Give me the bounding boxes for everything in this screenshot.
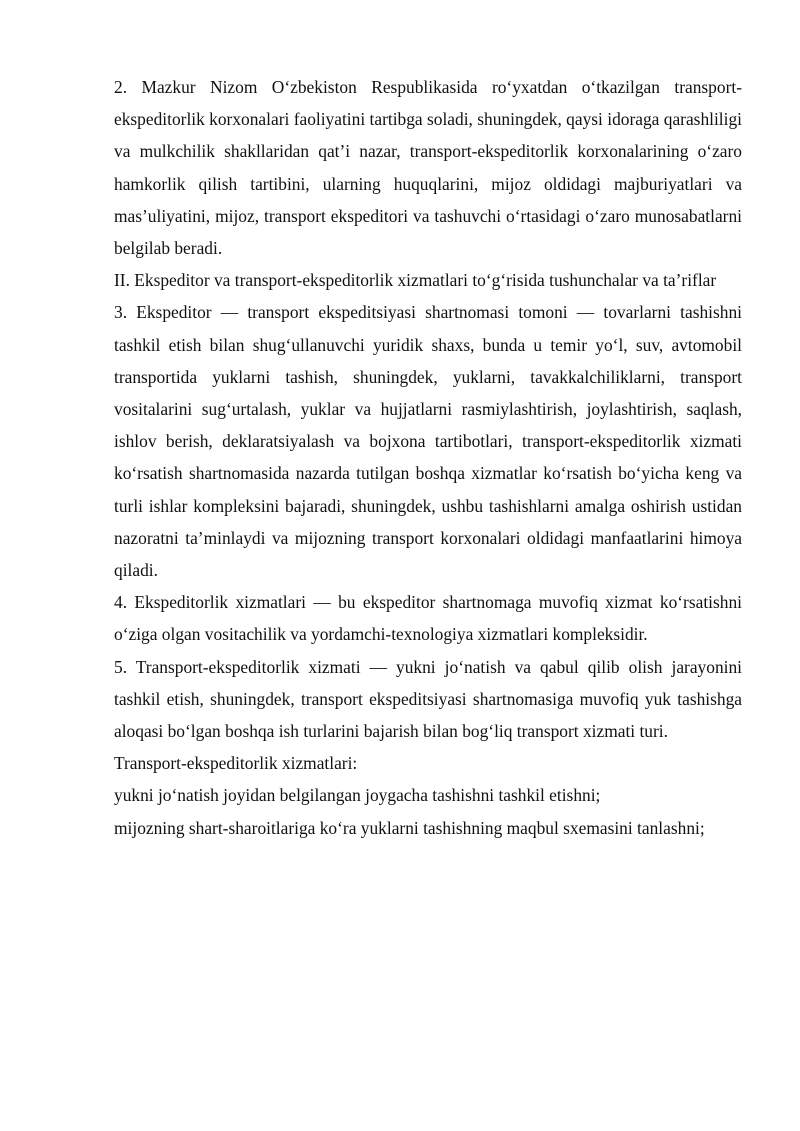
services-list-item: mijozning shart-sharoitlariga ko‘ra yuklarni tashishning maqbul sxemasini tanlashni; [114,817,705,838]
services-list-item: yukni jo‘natish joyidan belgilangan joygacha tashishni tashkil etishni; [114,785,601,806]
paragraph-4-expeditor-services: 4. Ekspeditorlik xizmatlari — bu ekspeditor shartnomaga muvofiq xizmat ko‘rsatishni o‘ziga olgan vositachilik va yordamchi-texnologiya xizmatlari kompleksidir. [114,592,742,645]
services-list-intro: Transport-ekspeditorlik xizmatlari: [114,753,358,774]
paragraph-5-transport-service: 5. Transport-ekspeditorlik xizmati — yukni jo‘natish va qabul qilib olish jarayonini tashkil etish, shuningdek, transport ekspeditsiyasi shartnomasiga muvofiq yuk tashishga aloqasi bo‘lgan boshqa ish turlarini bajarish bilan bog‘liq transport xizmati turi. [114,656,742,742]
paragraph-2-scope: 2. Mazkur Nizom O‘zbekiston Respublikasida ro‘yxatdan o‘tkazilgan transport-ekspeditorlik korxonalari faoliyatini tartibga soladi, shuningdek, qaysi idoraga qarashliligi va mulkchilik shakllaridan qat’i nazar, transport-ekspeditorlik korxonalarining o‘zaro hamkorlik qilish tartibini, ularning huquqlarini, mijoz oldidagi majburiyatlari va mas’uliyatini, mijoz, transport ekspeditori va tashuvchi o‘rtasidagi o‘zaro munosabatlarni belgilab beradi. [114,77,742,259]
document-page [114,71,742,844]
section-heading-ii: II. Ekspeditor va transport-ekspeditorlik xizmatlari to‘g‘risida tushunchalar va ta’riflar [114,270,717,291]
paragraph-3-expeditor-definition: 3. Ekspeditor — transport ekspeditsiyasi shartnomasi tomoni — tovarlarni tashishni tashkil etish bilan shug‘ullanuvchi yuridik shaxs, bunda u temir yo‘l, suv, avtomobil transportida yuklarni tashish, shuningdek, yuklarni, tavakkalchiliklarni, transport vositalarini sug‘urtalash, yuklar va hujjatlarni rasmiylashtirish, joylashtirish, saqlash, ishlov berish, deklaratsiyalash va bojxona tartibotlari, transport-ekspeditorlik xizmati ko‘rsatish shartnomasida nazarda tutilgan boshqa xizmatlar ko‘rsatish bo‘yicha keng va turli ishlar kompleksini bajaradi, shuningdek, ushbu tashishlarni amalga oshirish ustidan nazoratni ta’minlaydi va mijozning transport korxonalari oldidagi manfaatlarini himoya qiladi. [114,302,742,581]
